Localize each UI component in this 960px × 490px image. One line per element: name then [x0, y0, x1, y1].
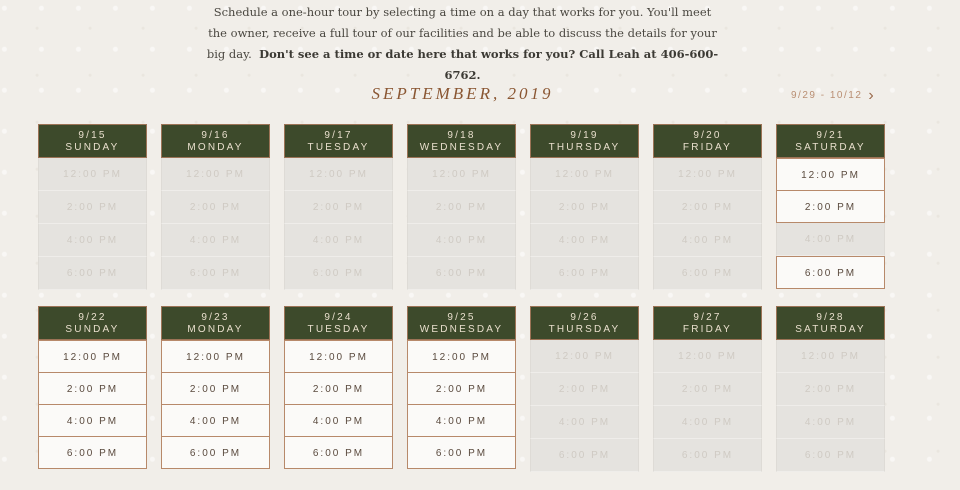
time-slot-unavailable: 2:00 PM — [530, 191, 639, 224]
time-slot-available[interactable]: 6:00 PM — [161, 436, 270, 469]
day-date: 9/20 — [693, 130, 722, 141]
intro-line-1: Schedule a one-hour tour by selecting a time on a day that works for you. You'll meet — [213, 5, 712, 19]
time-slot-unavailable: 12:00 PM — [530, 158, 639, 191]
time-slot-available[interactable]: 2:00 PM — [776, 190, 885, 223]
day-name: TUESDAY — [307, 142, 370, 153]
time-slot-available[interactable]: 12:00 PM — [776, 158, 885, 191]
time-slot-unavailable: 6:00 PM — [38, 257, 147, 290]
time-slot-unavailable: 4:00 PM — [653, 406, 762, 439]
range-label: 9/29 - 10/12 — [791, 90, 863, 101]
time-slot-unavailable: 2:00 PM — [38, 191, 147, 224]
day-column — [161, 306, 270, 472]
week-row-2 — [38, 306, 885, 472]
time-slot-unavailable: 12:00 PM — [407, 158, 516, 191]
time-slot-available[interactable]: 4:00 PM — [407, 404, 516, 437]
day-column — [38, 306, 147, 472]
time-slot-available[interactable]: 12:00 PM — [161, 340, 270, 373]
day-column — [776, 124, 885, 290]
day-column — [38, 124, 147, 290]
day-name: FRIDAY — [682, 142, 733, 153]
time-slot-unavailable: 4:00 PM — [38, 224, 147, 257]
day-header — [653, 306, 762, 340]
day-date: 9/19 — [570, 130, 599, 141]
day-header — [407, 306, 516, 340]
day-column — [284, 306, 393, 472]
time-slot-available[interactable]: 6:00 PM — [407, 436, 516, 469]
time-slot-available[interactable]: 12:00 PM — [38, 340, 147, 373]
time-slot-unavailable: 12:00 PM — [284, 158, 393, 191]
day-date: 9/26 — [570, 312, 599, 323]
time-slot-available[interactable]: 6:00 PM — [284, 436, 393, 469]
month-title: SEPTEMBER, 2019 — [371, 84, 554, 103]
time-slot-unavailable: 6:00 PM — [530, 439, 639, 472]
day-header — [407, 124, 516, 158]
day-name: THURSDAY — [548, 142, 621, 153]
time-slot-unavailable: 6:00 PM — [653, 257, 762, 290]
day-date: 9/27 — [693, 312, 722, 323]
day-header — [530, 124, 639, 158]
day-column — [530, 306, 639, 472]
day-column — [776, 306, 885, 472]
time-slot-available[interactable]: 6:00 PM — [776, 256, 885, 289]
intro-line-2: the owner, receive a full tour of our facilities and be able to discuss the details for your — [208, 26, 717, 40]
day-column — [407, 124, 516, 290]
intro-line-3 — [200, 44, 725, 86]
time-slot-unavailable: 2:00 PM — [284, 191, 393, 224]
time-slot-unavailable: 4:00 PM — [653, 224, 762, 257]
next-range-link[interactable] — [791, 86, 876, 104]
time-slot-unavailable: 12:00 PM — [776, 340, 885, 373]
call-leah-text: Don't see a time or date here that works for you? Call Leah at 406-600-6762. — [259, 47, 719, 82]
day-date: 9/15 — [78, 130, 107, 141]
day-date: 9/23 — [201, 312, 230, 323]
time-slot-unavailable: 2:00 PM — [407, 191, 516, 224]
time-slot-available[interactable]: 2:00 PM — [161, 372, 270, 405]
day-name: FRIDAY — [682, 324, 733, 335]
time-slot-available[interactable]: 12:00 PM — [284, 340, 393, 373]
time-slot-available[interactable]: 2:00 PM — [38, 372, 147, 405]
day-date: 9/17 — [324, 130, 353, 141]
day-name: THURSDAY — [548, 324, 621, 335]
day-column — [653, 306, 762, 472]
time-slot-unavailable: 6:00 PM — [407, 257, 516, 290]
intro-line-3-plain: big day. — [206, 47, 252, 61]
week-row-1 — [38, 124, 885, 290]
day-header — [161, 124, 270, 158]
day-date: 9/25 — [447, 312, 476, 323]
day-date: 9/24 — [324, 312, 353, 323]
time-slot-available[interactable]: 2:00 PM — [407, 372, 516, 405]
day-header — [776, 124, 885, 158]
time-slot-unavailable: 4:00 PM — [776, 223, 885, 256]
day-header — [284, 124, 393, 158]
day-header — [161, 306, 270, 340]
time-slot-unavailable: 2:00 PM — [653, 191, 762, 224]
time-slot-unavailable: 12:00 PM — [530, 340, 639, 373]
day-name: WEDNESDAY — [419, 142, 504, 153]
time-slot-unavailable: 12:00 PM — [38, 158, 147, 191]
day-header — [284, 306, 393, 340]
time-slot-unavailable: 6:00 PM — [530, 257, 639, 290]
day-column — [161, 124, 270, 290]
time-slot-unavailable: 2:00 PM — [776, 373, 885, 406]
day-name: SUNDAY — [65, 142, 120, 153]
day-date: 9/16 — [201, 130, 230, 141]
day-date: 9/22 — [78, 312, 107, 323]
day-header — [653, 124, 762, 158]
day-name: MONDAY — [187, 324, 244, 335]
day-column — [530, 124, 639, 290]
day-header — [38, 124, 147, 158]
day-date: 9/18 — [447, 130, 476, 141]
time-slot-unavailable: 4:00 PM — [530, 224, 639, 257]
time-slot-unavailable: 4:00 PM — [776, 406, 885, 439]
day-name: TUESDAY — [307, 324, 370, 335]
time-slot-unavailable: 6:00 PM — [161, 257, 270, 290]
time-slot-unavailable: 12:00 PM — [653, 158, 762, 191]
time-slot-unavailable: 4:00 PM — [530, 406, 639, 439]
day-header — [530, 306, 639, 340]
time-slot-unavailable: 6:00 PM — [776, 439, 885, 472]
time-slot-unavailable: 6:00 PM — [653, 439, 762, 472]
day-name: SATURDAY — [795, 324, 866, 335]
day-date: 9/21 — [816, 130, 845, 141]
time-slot-available[interactable]: 4:00 PM — [284, 404, 393, 437]
day-header — [776, 306, 885, 340]
intro-text — [200, 2, 725, 86]
time-slot-unavailable: 12:00 PM — [161, 158, 270, 191]
time-slot-available[interactable]: 2:00 PM — [284, 372, 393, 405]
time-slot-unavailable: 4:00 PM — [284, 224, 393, 257]
day-name: WEDNESDAY — [419, 324, 504, 335]
day-column — [653, 124, 762, 290]
day-header — [38, 306, 147, 340]
time-slot-available[interactable]: 4:00 PM — [38, 404, 147, 437]
time-slot-unavailable: 2:00 PM — [530, 373, 639, 406]
time-slot-unavailable: 6:00 PM — [284, 257, 393, 290]
day-name: SATURDAY — [795, 142, 866, 153]
day-name: SUNDAY — [65, 324, 120, 335]
time-slot-available[interactable]: 12:00 PM — [407, 340, 516, 373]
chevron-right-icon: › — [868, 86, 876, 104]
day-column — [284, 124, 393, 290]
day-name: MONDAY — [187, 142, 244, 153]
day-date: 9/28 — [816, 312, 845, 323]
time-slot-available[interactable]: 6:00 PM — [38, 436, 147, 469]
time-slot-available[interactable]: 4:00 PM — [161, 404, 270, 437]
time-slot-unavailable: 2:00 PM — [653, 373, 762, 406]
time-slot-unavailable: 2:00 PM — [161, 191, 270, 224]
time-slot-unavailable: 4:00 PM — [407, 224, 516, 257]
time-slot-unavailable: 12:00 PM — [653, 340, 762, 373]
time-slot-unavailable: 4:00 PM — [161, 224, 270, 257]
day-column — [407, 306, 516, 472]
